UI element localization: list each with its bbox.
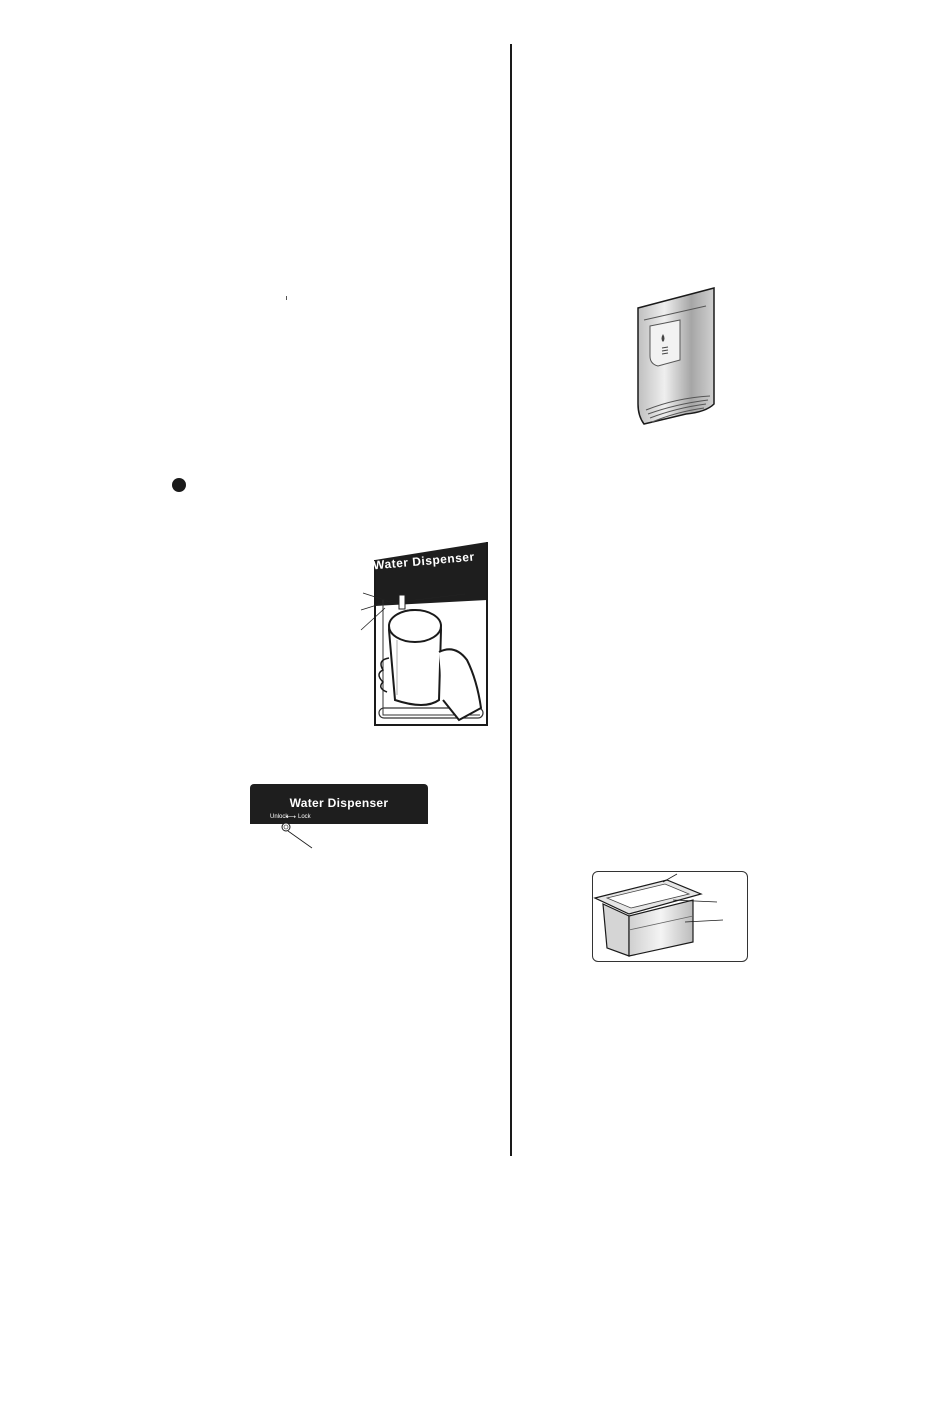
lock-switch-drawing xyxy=(250,784,430,854)
stray-mark xyxy=(286,296,287,300)
lock-label: Lock xyxy=(298,814,311,820)
column-divider xyxy=(510,44,512,1156)
cup-dispenser-illustration xyxy=(355,540,495,735)
water-tank-drawing xyxy=(593,872,746,960)
water-tank-illustration xyxy=(592,871,748,962)
bullet-dot xyxy=(172,478,186,492)
double-arrow-icon: ⟷ xyxy=(286,814,297,821)
dispenser-panel-title: Water Dispenser xyxy=(372,549,476,573)
dispenser-unit-drawing xyxy=(636,286,716,430)
lock-panel-illustration xyxy=(250,784,430,854)
banner-title: Water Dispenser xyxy=(289,796,389,810)
dispenser-unit-illustration xyxy=(636,286,716,430)
unlock-label: Unlock xyxy=(270,814,289,820)
